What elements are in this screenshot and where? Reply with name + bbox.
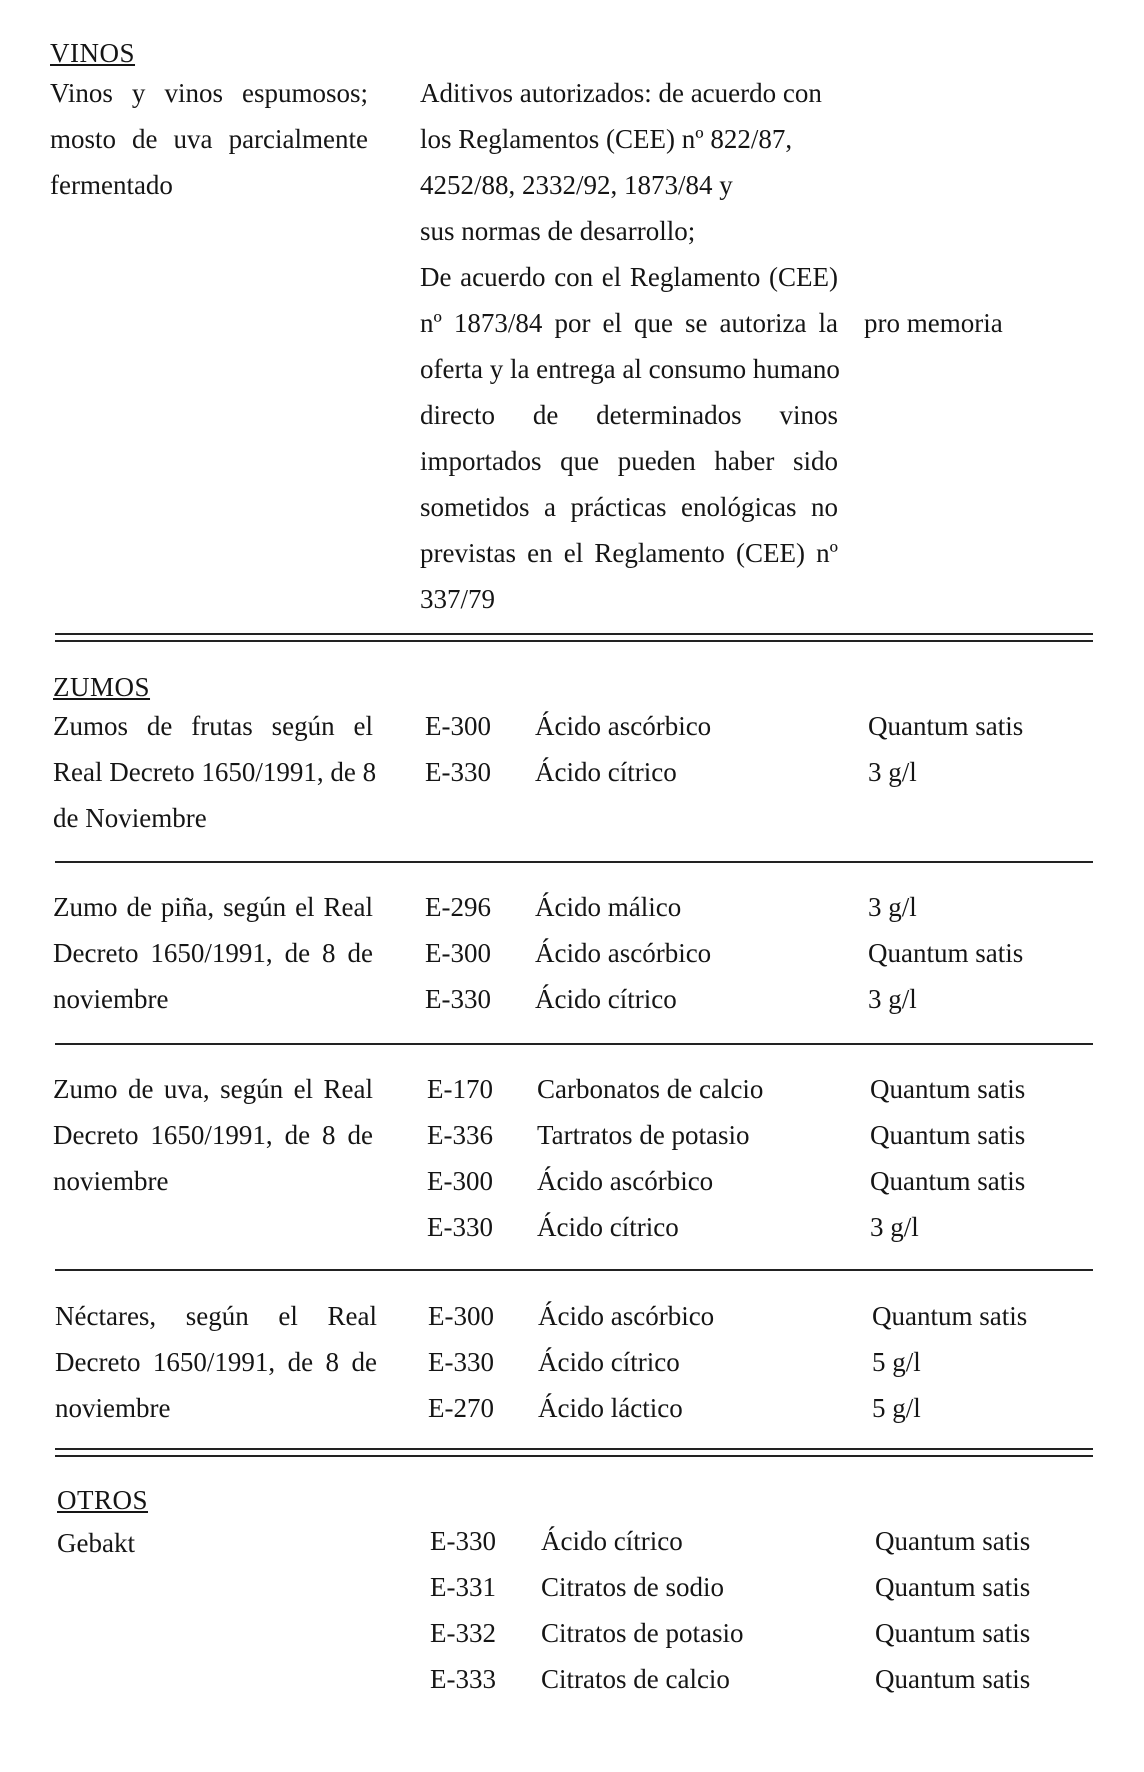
additive-code: E-300 xyxy=(427,1166,493,1196)
food-line: fermentado xyxy=(50,170,173,200)
additive-code: E-336 xyxy=(427,1120,493,1150)
additive-limit: Quantum satis xyxy=(875,1526,1031,1556)
additive-code: E-330 xyxy=(425,984,491,1014)
section-title-otros: OTROS xyxy=(57,1485,149,1515)
additive-limit: Quantum satis xyxy=(870,1120,1026,1150)
additive-code: E-296 xyxy=(425,892,491,922)
group-divider xyxy=(55,861,1093,863)
additive-name: Ácido ascórbico xyxy=(537,1166,714,1196)
regulation-line: los Reglamentos (CEE) nº 822/87, xyxy=(420,124,793,154)
additive-code: E-330 xyxy=(427,1212,493,1242)
additive-code: E-300 xyxy=(425,938,491,968)
regulation-line: De acuerdo con el Reglamento (CEE) xyxy=(420,262,838,292)
regulation-line: sometidos a prácticas enológicas no xyxy=(420,492,838,522)
vinos-regulation-text xyxy=(420,70,838,622)
food-line: Decreto 1650/1991, de 8 de xyxy=(53,1120,373,1150)
additive-limit: 5 g/l xyxy=(872,1393,921,1423)
food-line: de Noviembre xyxy=(53,803,207,833)
additive-limit: 5 g/l xyxy=(872,1347,921,1377)
additive-name: Citratos de calcio xyxy=(541,1664,730,1694)
additive-limit: Quantum satis xyxy=(870,1166,1026,1196)
additive-code: E-330 xyxy=(425,757,491,787)
section-title-zumos: ZUMOS xyxy=(53,672,151,702)
food-description-zumo-pina xyxy=(53,884,373,1022)
food-line: Vinos y vinos espumosos; xyxy=(50,78,368,108)
regulation-line: Aditivos autorizados: de acuerdo con xyxy=(420,78,822,108)
regulation-line: directo de determinados vinos xyxy=(420,400,838,430)
food-line: noviembre xyxy=(53,1166,169,1196)
additive-name: Ácido málico xyxy=(535,892,682,922)
additive-name: Ácido cítrico xyxy=(535,984,677,1014)
regulation-line: 4252/88, 2332/92, 1873/84 y xyxy=(420,170,733,200)
regulation-line: importados que pueden haber sido xyxy=(420,446,838,476)
additive-limit: Quantum satis xyxy=(868,711,1024,741)
additive-name: Ácido cítrico xyxy=(535,757,677,787)
vinos-note: pro memoria xyxy=(864,308,1003,338)
regulation-line: 337/79 xyxy=(420,584,496,614)
regulation-line: nº 1873/84 por el que se autoriza la xyxy=(420,308,838,338)
food-line: Gebakt xyxy=(57,1528,135,1558)
additive-code: E-270 xyxy=(428,1393,494,1423)
additive-name: Citratos de sodio xyxy=(541,1572,724,1602)
food-line: mosto de uva parcialmente xyxy=(50,124,368,154)
additive-limit: 3 g/l xyxy=(868,984,917,1014)
food-line: noviembre xyxy=(55,1393,171,1423)
additive-name: Carbonatos de calcio xyxy=(537,1074,764,1104)
food-line: noviembre xyxy=(53,984,169,1014)
additive-limit: Quantum satis xyxy=(868,938,1024,968)
section-divider-double xyxy=(55,633,1093,642)
additive-limit: Quantum satis xyxy=(875,1618,1031,1648)
food-line: Decreto 1650/1991, de 8 de xyxy=(55,1347,377,1377)
group-divider xyxy=(55,1043,1093,1045)
food-description-vinos xyxy=(50,70,368,208)
food-description-gebakt xyxy=(57,1520,135,1566)
food-line: Real Decreto 1650/1991, de 8 xyxy=(53,757,377,787)
additive-name: Ácido láctico xyxy=(538,1393,683,1423)
regulation-line: sus normas de desarrollo; xyxy=(420,216,696,246)
additive-limit: 3 g/l xyxy=(870,1212,919,1242)
additive-name: Ácido cítrico xyxy=(538,1347,680,1377)
regulation-line: oferta y la entrega al consumo humano xyxy=(420,354,840,384)
additive-code: E-300 xyxy=(428,1301,494,1331)
additive-name: Ácido cítrico xyxy=(537,1212,679,1242)
additive-limit: 3 g/l xyxy=(868,757,917,787)
food-line: Zumo de piña, según el Real xyxy=(53,892,373,922)
additive-limit: Quantum satis xyxy=(870,1074,1026,1104)
additive-code: E-331 xyxy=(430,1572,496,1602)
additive-limit: Quantum satis xyxy=(875,1572,1031,1602)
food-line: Néctares, según el Real xyxy=(55,1301,377,1331)
food-line: Zumos de frutas según el xyxy=(53,711,373,741)
food-description-zumo-uva xyxy=(53,1066,373,1204)
food-line: Decreto 1650/1991, de 8 de xyxy=(53,938,373,968)
additive-name: Ácido ascórbico xyxy=(535,938,712,968)
additive-code: E-330 xyxy=(430,1526,496,1556)
additive-name: Citratos de potasio xyxy=(541,1618,744,1648)
section-title-vinos: VINOS xyxy=(50,38,136,68)
food-description-zumos-frutas xyxy=(53,703,377,841)
food-description-nectares xyxy=(55,1293,377,1431)
additive-name: Ácido ascórbico xyxy=(535,711,712,741)
additive-name: Ácido ascórbico xyxy=(538,1301,715,1331)
additive-limit: 3 g/l xyxy=(868,892,917,922)
regulation-line: previstas en el Reglamento (CEE) nº xyxy=(420,538,838,568)
additive-limit: Quantum satis xyxy=(875,1664,1031,1694)
additive-name: Ácido cítrico xyxy=(541,1526,683,1556)
additive-code: E-332 xyxy=(430,1618,496,1648)
additive-name: Tartratos de potasio xyxy=(537,1120,750,1150)
additive-code: E-300 xyxy=(425,711,491,741)
section-divider-double xyxy=(55,1448,1093,1457)
food-line: Zumo de uva, según el Real xyxy=(53,1074,373,1104)
additive-limit: Quantum satis xyxy=(872,1301,1028,1331)
additive-code: E-330 xyxy=(428,1347,494,1377)
additive-code: E-170 xyxy=(427,1074,493,1104)
additive-code: E-333 xyxy=(430,1664,496,1694)
group-divider xyxy=(55,1269,1093,1271)
